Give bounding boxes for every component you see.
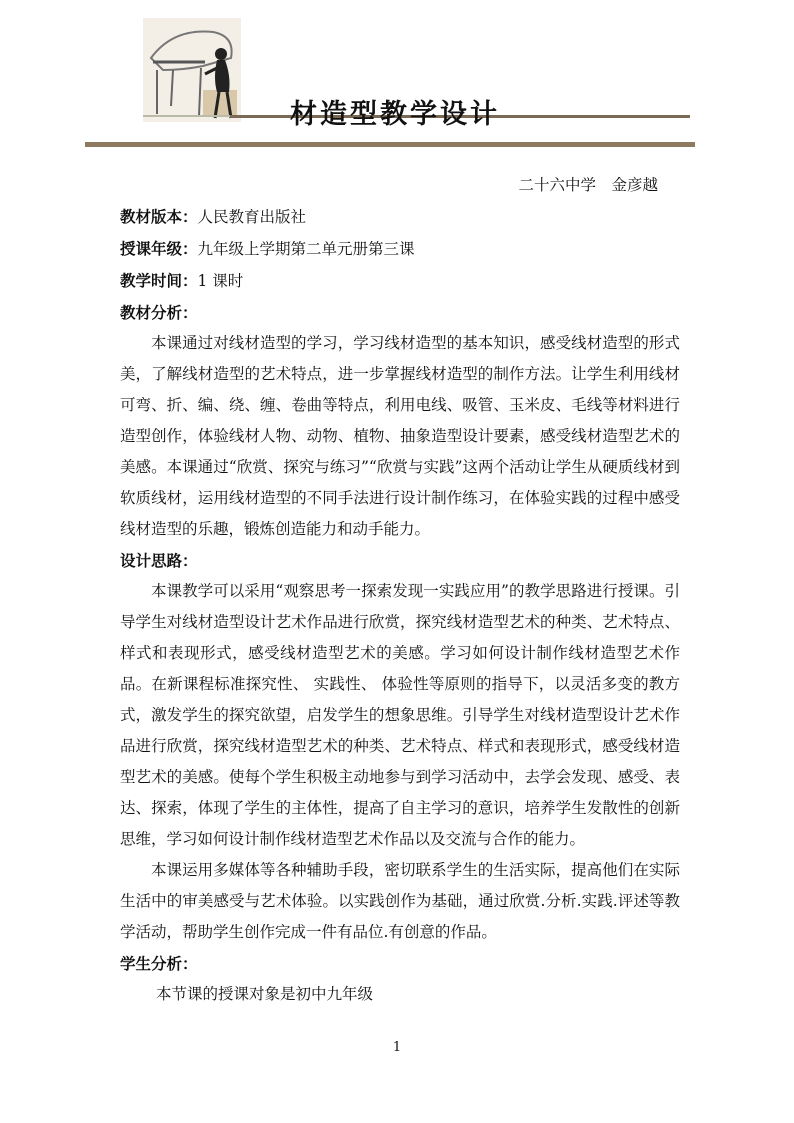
field-label: 教学时间： [120,271,198,290]
page-header [0,0,794,160]
piano-player-sculpture-icon [143,18,241,122]
field-grade [120,233,680,265]
paragraph-analysis: 本课通过对线材造型的学习，学习线材造型的基本知识，感受线材造型的形式美，了解线材造型的艺术特点，进一步掌握线材造型的制作方法。让学生利用线材可弯、折、编、绕、缠、卷曲等特点，利用电线、吸管、玉米皮、毛线等材料进行造型创作，体验线材人物、动物、植物、抽象造型设计要素，感受线材造型艺术的美感。本课通过“欣赏、探究与练习”“欣赏与实践”这两个活动让学生从硬质线材到软质线材，运用线材造型的不同手法进行设计制作练习，在体验实践的过程中感受线材造型的乐趣，锻炼创造能力和动手能力。 [120,334,680,538]
paragraph-student: 本节课的授课对象是初中九年级 [156,985,374,1003]
paragraph-design-2: 本课运用多媒体等各种辅助手段，密切联系学生的生活实际，提高他们在实际生活中的审美感受与艺术体验。以实践创作为基础，通过欣赏.分析.实践.评述等教学活动，帮助学生创作完成一件有品位.有创意的作品。 [120,861,680,941]
author-line: 二十六中学 金彦越 [518,176,658,194]
section-heading-analysis: 教材分析： [120,303,198,322]
field-label: 授课年级： [120,239,198,258]
field-textbook-version [120,201,680,233]
section-heading-design: 设计思路： [120,551,198,570]
field-teaching-time [120,265,680,297]
page-title: 材造型教学设计 [290,99,500,130]
field-value: 1 课时 [197,272,244,290]
field-label: 教材版本： [120,207,198,226]
paragraph-design-1: 本课教学可以采用“观察思考一探索发现一实践应用”的教学思路进行授课。引导学生对线材造型设计艺术作品进行欣赏，探究线材造型艺术的种类、艺术特点、样式和表现形式，感受线材造型艺术的美感。学习如何设计制作线材造型艺术作品。在新课程标准探究性、 实践性、 体验性等原则的指导下，以灵活多变的教方式，激发学生的探究欲望，启发学生的想象思维。引导学生对线材造型设计艺术作品进行欣赏，探究线材造型艺术的种类、艺术特点、样式和表现形式，感受线材造型艺术的美感。使每个学生积极主动地参与到学习活动中，去学会发现、感受、表达、探索，体现了学生的主体性，提高了自主学习的意识，培养学生发散性的创新思维，学习如何设计制作线材造型艺术作品以及交流与合作的能力。 [120,582,680,848]
field-value: 九年级上学期第二单元册第三课 [197,240,415,258]
document-body [120,170,680,1010]
header-rule-bottom [85,142,695,147]
section-heading-student: 学生分析： [120,954,198,973]
page-number: 1 [392,1040,402,1055]
field-value: 人民教育出版社 [197,208,307,226]
